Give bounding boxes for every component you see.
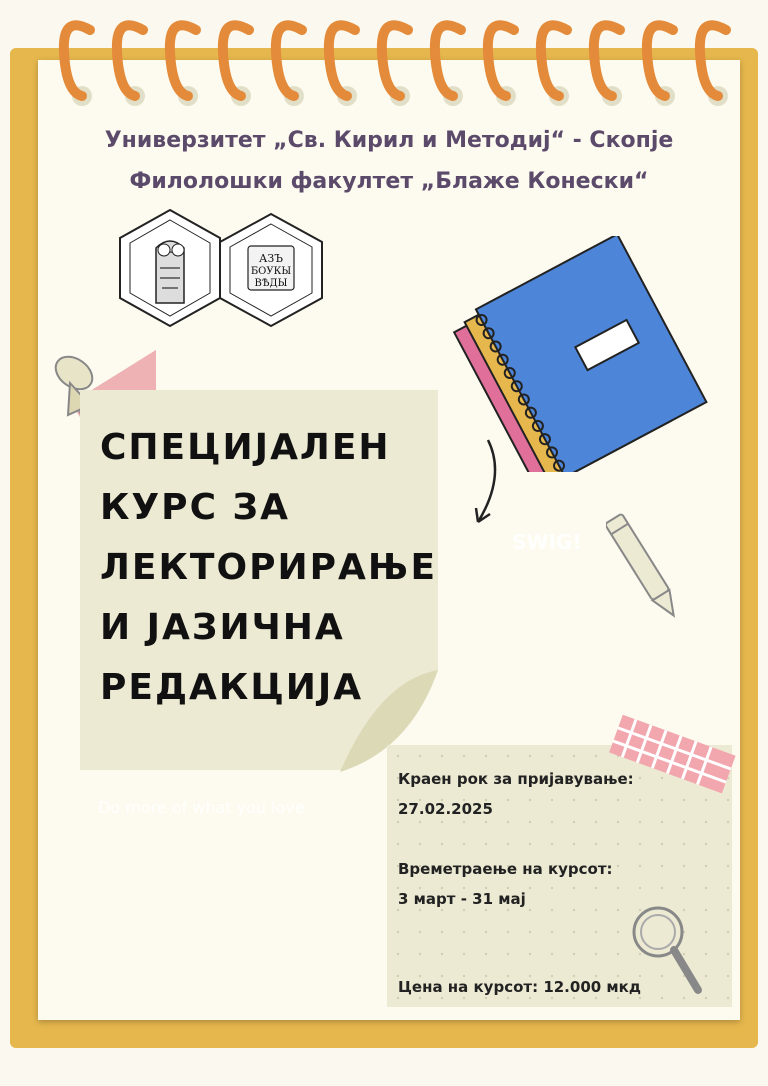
university-name: Универзитет „Св. Кирил и Методиј“ - Скопје (104, 128, 674, 153)
pencil-icon (606, 506, 682, 630)
title-line: И ЈАЗИЧНА (100, 607, 345, 648)
duration-value: 3 март - 31 мај (398, 890, 526, 908)
svg-text:АЗЪ: АЗЪ (259, 252, 283, 265)
deadline-label: Краен рок за пријавување: (398, 770, 634, 788)
spiral-ring (64, 25, 90, 96)
spiral-ring (700, 25, 726, 96)
curved-arrow-icon (468, 436, 508, 528)
duration-label: Времетраење на курсот: (398, 860, 613, 878)
spiral-ring (170, 25, 196, 96)
brand-watermark: SWIG! (512, 530, 582, 554)
faculty-seal-logo (218, 212, 324, 328)
spiral-ring (594, 25, 620, 96)
spiral-ring (276, 25, 302, 96)
spiral-ring (382, 25, 408, 96)
spiral-ring (117, 25, 143, 96)
spiral-ring (435, 25, 461, 96)
spiral-ring (329, 25, 355, 96)
title-line: РЕДАКЦИЈА (100, 667, 364, 708)
spiral-ring (541, 25, 567, 96)
university-seal-logo (118, 208, 222, 328)
course-title (100, 418, 438, 718)
spiral-ring (223, 25, 249, 96)
title-line: СПЕЦИЈАЛЕН (100, 427, 391, 468)
title-line: КУРС ЗА (100, 487, 290, 528)
price-text: Цена на курсот: 12.000 мкд (398, 978, 641, 996)
spiral-ring (647, 25, 673, 96)
svg-text:БОУКЫ: БОУКЫ (250, 266, 292, 277)
spiral-ring (488, 25, 514, 96)
spiral-binding-icon (0, 0, 768, 130)
faculty-name: Филолошки факултет „Блаже Конески“ (129, 169, 649, 194)
title-line: ЛЕКТОРИРАЊЕ (100, 547, 438, 588)
svg-text:ВѢДЫ: ВѢДЫ (254, 278, 288, 289)
motto-watermark: Do more of what you love (98, 798, 305, 817)
deadline-value: 27.02.2025 (398, 800, 493, 818)
